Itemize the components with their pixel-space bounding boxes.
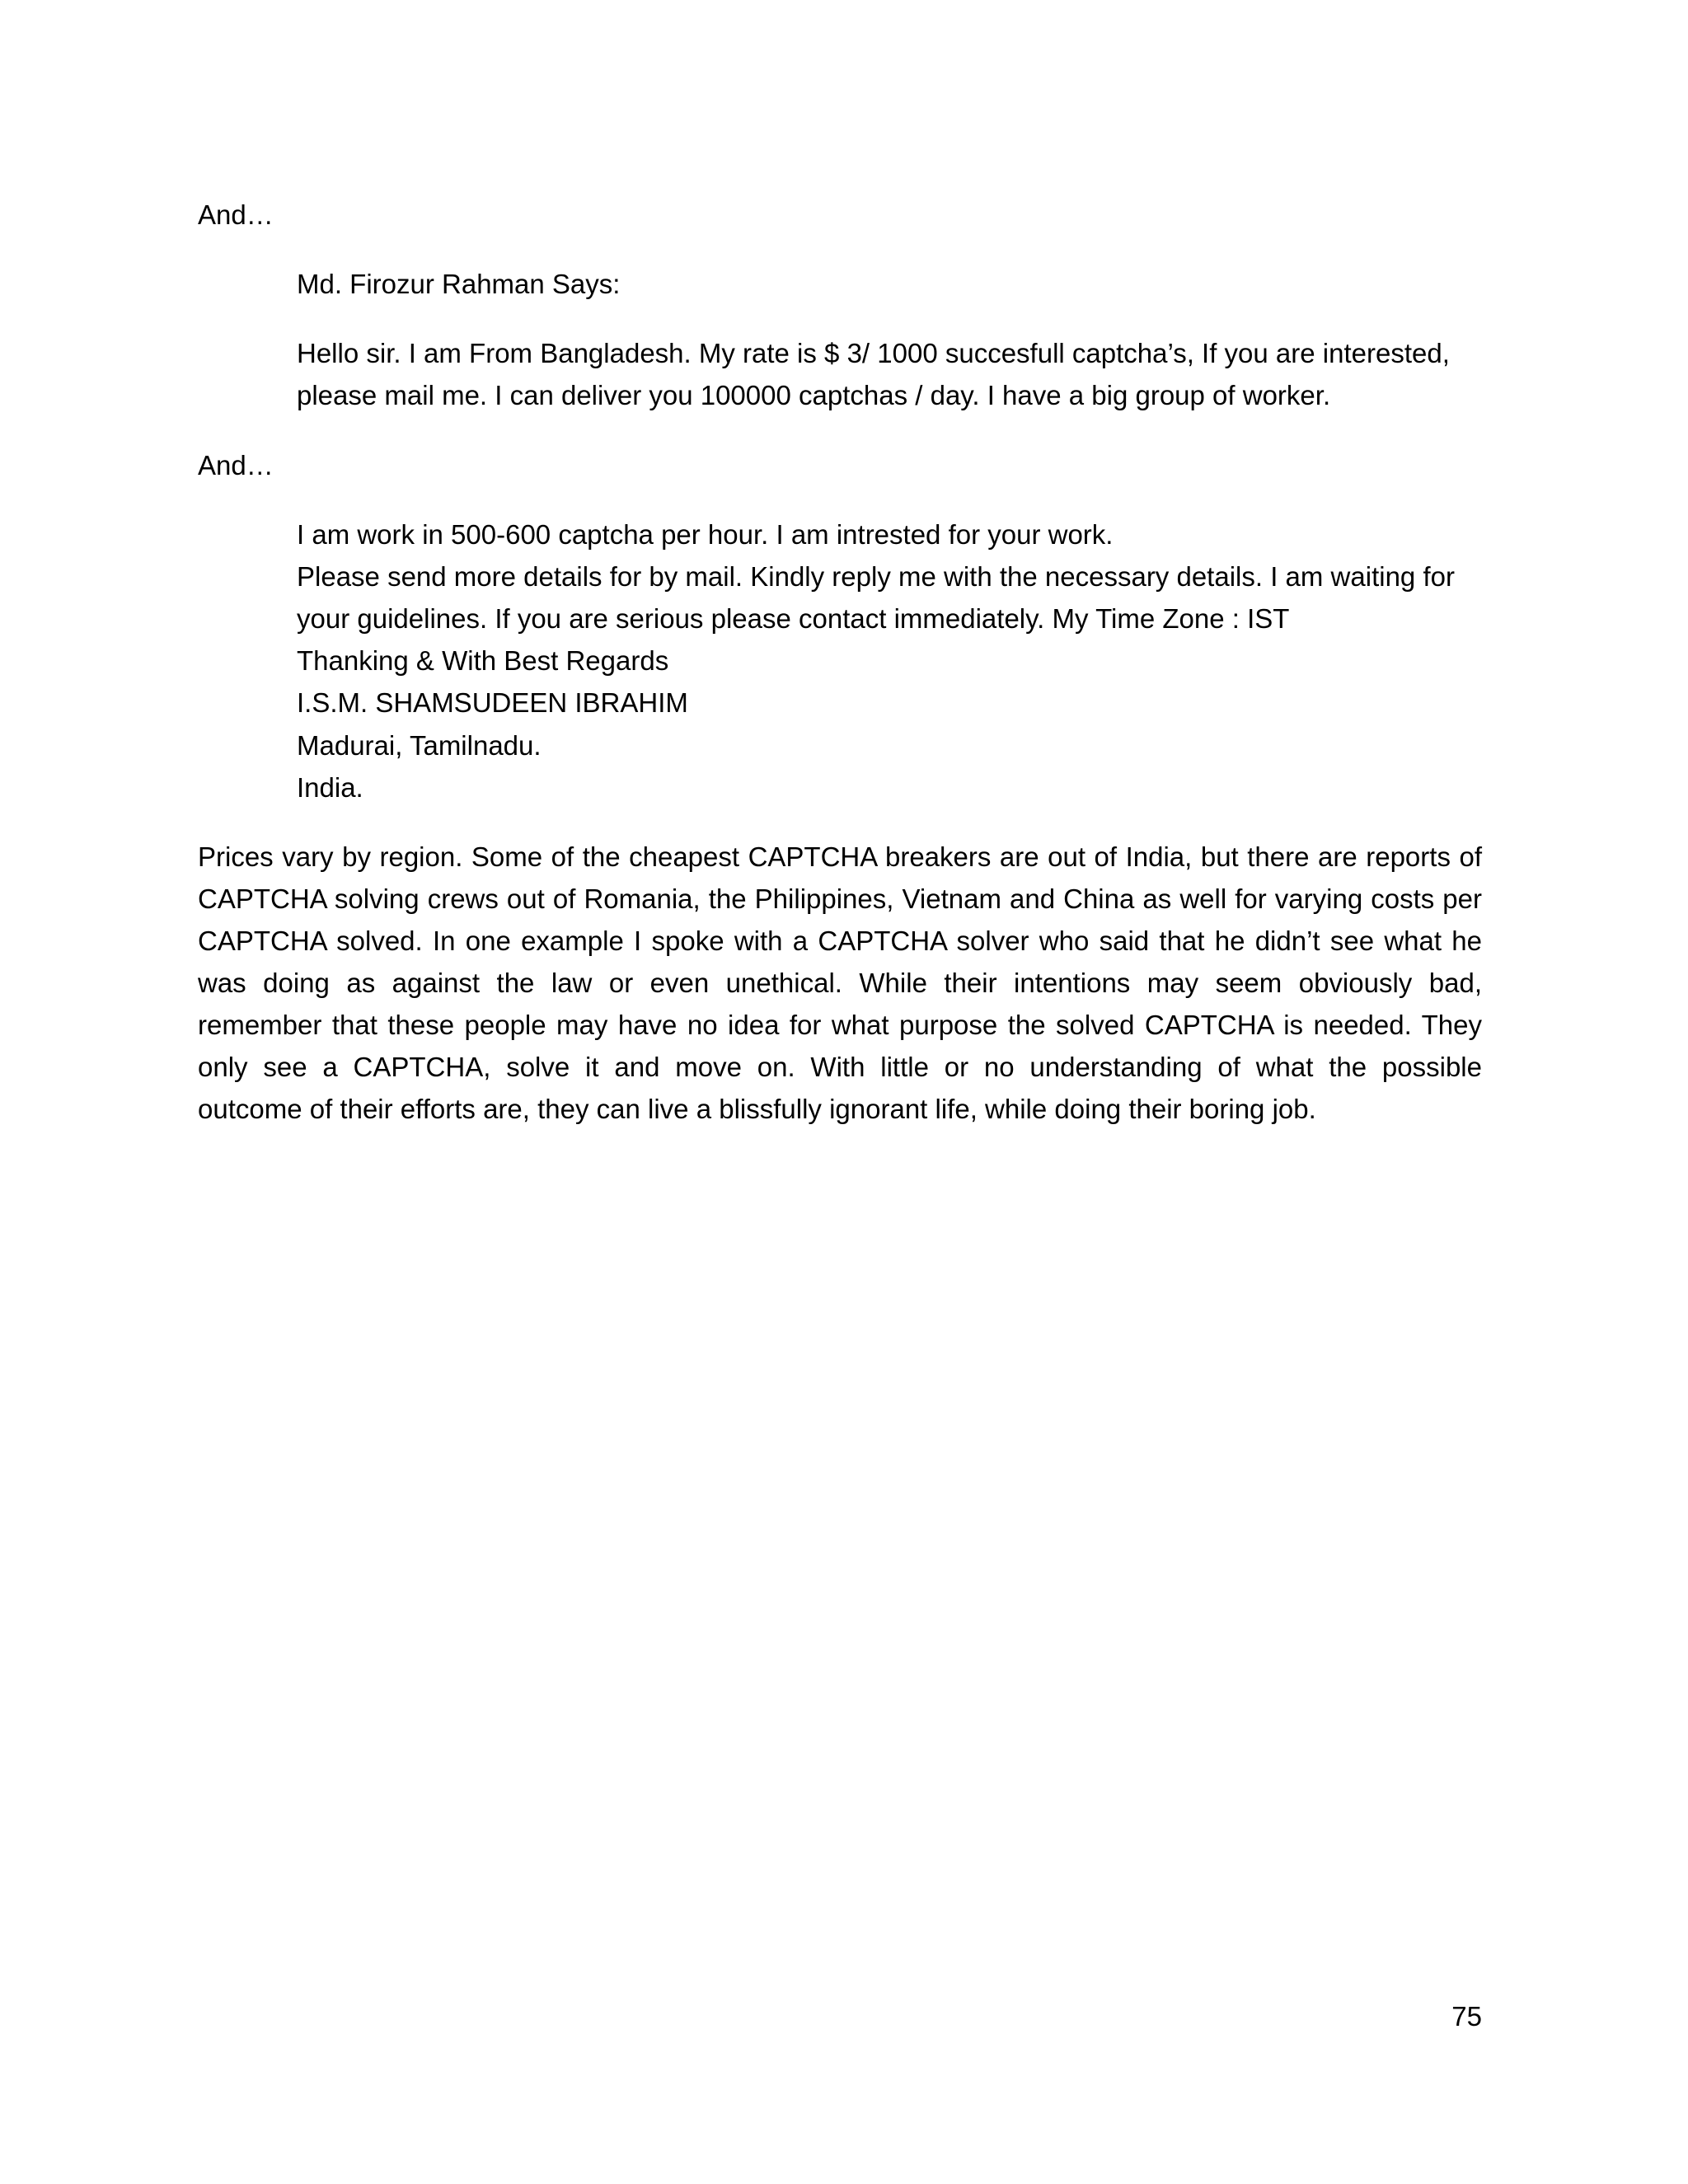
quote2-line-4: Thanking & With Best Regards [297, 645, 669, 676]
paragraph-line-4: was doing as against the law or even unethical. While their intentions may seem obviously bad, [198, 968, 1482, 998]
paragraph-line-5: remember that these people may have no idea for what purpose the solved CAPTCHA is needed. They [198, 1010, 1482, 1040]
page-number: 75 [1451, 2001, 1482, 2032]
paragraph-line-7: outcome of their efforts are, they can live a blissfully ignorant life, while doing their boring job. [198, 1094, 1316, 1124]
and-separator-1: And… [198, 199, 274, 230]
quote1-line-2: please mail me. I can deliver you 100000 captchas / day. I have a big group of worker. [297, 380, 1331, 410]
quote2-line-7: India. [297, 772, 363, 803]
and-separator-2: And… [198, 450, 274, 480]
paragraph-line-6: only see a CAPTCHA, solve it and move on. With little or no understanding of what the possible [198, 1052, 1482, 1082]
quote2-line-5: I.S.M. SHAMSUDEEN IBRAHIM [297, 687, 688, 718]
quote2-line-6: Madurai, Tamilnadu. [297, 730, 542, 761]
quote1-header: Md. Firozur Rahman Says: [297, 269, 621, 299]
quote1-line-1: Hello sir. I am From Bangladesh. My rate is $ 3/ 1000 succesfull captcha’s, If you are interested, [297, 338, 1450, 368]
paragraph-line-2: CAPTCHA solving crews out of Romania, the Philippines, Vietnam and China as well for varying costs per [198, 883, 1482, 914]
paragraph-line-3: CAPTCHA solved. In one example I spoke with a CAPTCHA solver who said that he didn’t see what he [198, 926, 1482, 956]
quote2-line-2: Please send more details for by mail. Kindly reply me with the necessary details. I am waiting for [297, 561, 1455, 592]
quote2-line-1: I am work in 500-600 captcha per hour. I am intrested for your work. [297, 519, 1114, 550]
paragraph-line-1: Prices vary by region. Some of the cheapest CAPTCHA breakers are out of India, but there are reports of [198, 841, 1482, 872]
quote2-line-3: your guidelines. If you are serious please contact immediately. My Time Zone : IST [297, 603, 1290, 634]
